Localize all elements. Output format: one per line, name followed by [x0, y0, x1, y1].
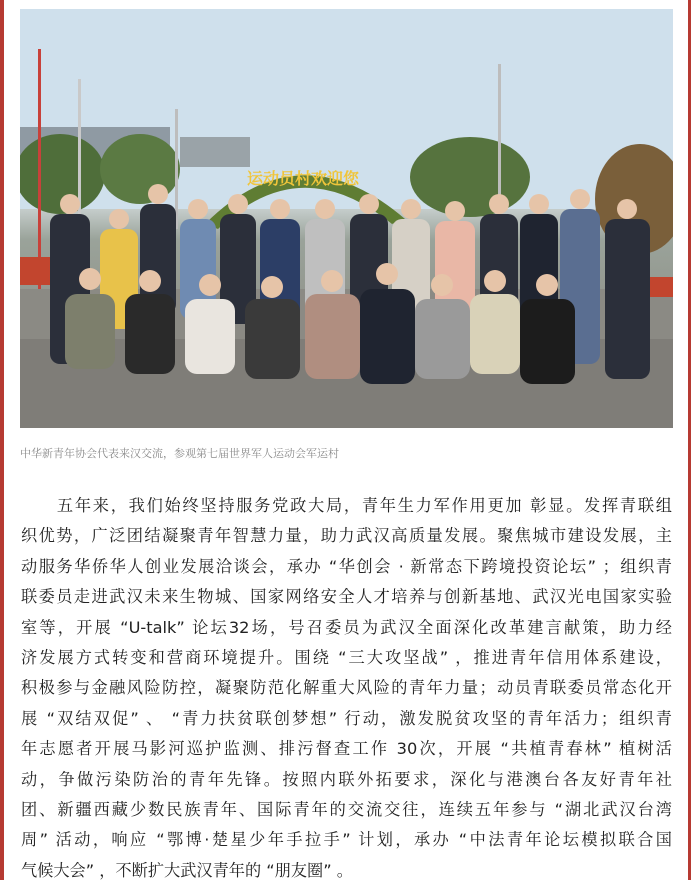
article-line: 织优势，广泛团结凝聚青年智慧力量，助力武汉高质量发展。聚焦城市建设发展，主	[21, 526, 672, 546]
article-line: 动，争做污染防治的青年先锋。按照内联外拓要求，深化与港澳台各友好青年社	[21, 769, 672, 789]
article-line: 联委员走进武汉未来生物城、国家网络安全人才培养与创新基地、武汉光电国家实验	[21, 587, 672, 607]
article-line: 动服务华侨华人创业发展洽谈会，承办 “华创会 · 新常态下跨境投资论坛” ；组织青	[21, 556, 672, 576]
group-photo	[20, 9, 673, 428]
article-line: 周” 活动，响应 “鄂博·楚星少年手拉手” 计划，承办 “中法青年论坛模拟联合国	[21, 830, 672, 850]
article-line: 气候大会” ，不断扩大武汉青年的 “朋友圈” 。	[21, 860, 353, 880]
left-border-decoration	[0, 0, 4, 880]
article-line: 室等，开展 “U-talk” 论坛32场，号召委员为武汉全面深化改革建言献策，助力经	[21, 617, 672, 637]
article-line: 年志愿者开展马影河巡护监测、排污督查工作 30次，开展 “共植青春林” 植树活	[21, 739, 672, 759]
article-line: 展 “双结双促” 、 “青力扶贫联创梦想” 行动，激发脱贫攻坚的青年活力；组织青	[21, 708, 672, 728]
article-line: 积极参与金融风险防控，凝聚防范化解重大风险的青年力量；动员青联委员常态化开	[21, 678, 672, 698]
article-line: 五年来，我们始终坚持服务党政大局，青年生力军作用更加 彰显。发挥青联组	[21, 496, 672, 515]
article-line: 济发展方式转变和营商环境提升。围绕 “三大攻坚战” ，推进青年信用体系建设，	[21, 647, 672, 667]
photo-caption: 中华新青年协会代表来汉交流，参观第七届世界军人运动会军运村	[20, 447, 339, 460]
arch-sign-text: 运动员村欢迎您	[246, 169, 360, 188]
article-body	[21, 491, 672, 880]
article-line: 团、新疆西藏少数民族青年、国际青年的交流交往，连续五年参与 “湖北武汉台湾	[21, 799, 672, 819]
